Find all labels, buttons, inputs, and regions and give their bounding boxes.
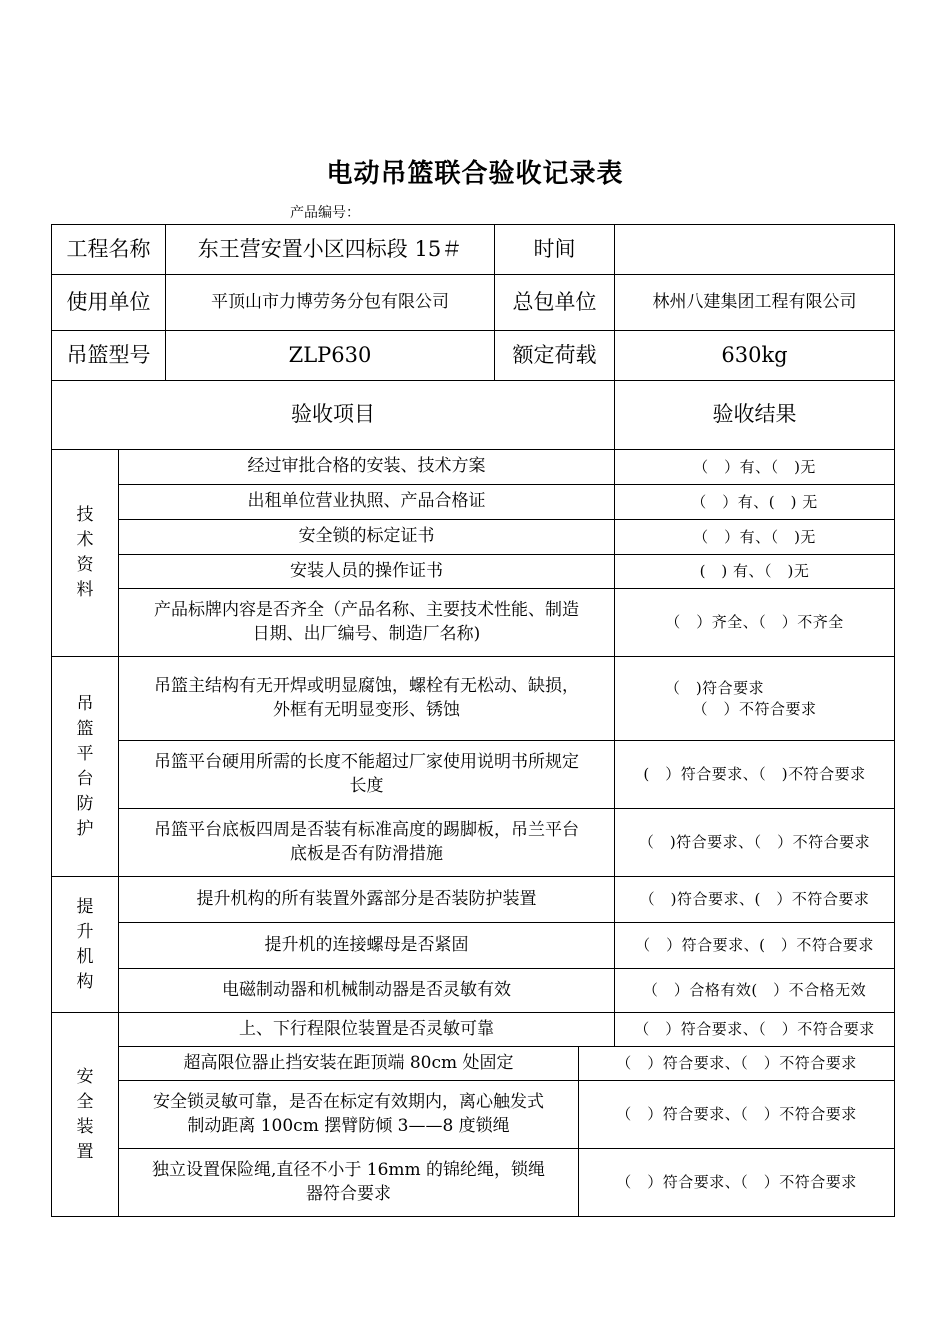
section-label-char: 平 [76, 743, 94, 764]
section-label-char: 全 [76, 1091, 94, 1112]
result-cell: （ ）有、（ )无 [614, 519, 895, 555]
item-cell: 上、下行程限位装置是否灵敏可靠 [118, 1012, 615, 1047]
load-value: 630kg [614, 330, 895, 381]
item-cell: 提升机的连接螺母是否紧固 [118, 922, 615, 969]
section-label-char: 护 [76, 818, 94, 839]
user-label: 使用单位 [51, 274, 166, 331]
project-label: 工程名称 [51, 224, 166, 275]
section-label-char: 升 [76, 921, 94, 942]
user-value: 平顶山市力博劳务分包有限公司 [165, 274, 495, 331]
item-cell: 安全锁的标定证书 [118, 519, 615, 555]
section-label-safety [51, 1012, 119, 1217]
item-cell: 出租单位营业执照、产品合格证 [118, 484, 615, 520]
item-cell [118, 808, 615, 877]
item-cell: 电磁制动器和机械制动器是否灵敏有效 [118, 968, 615, 1013]
contractor-value: 林州八建集团工程有限公司 [614, 274, 895, 331]
section-label-char: 防 [76, 793, 94, 814]
section-label-platform [51, 656, 119, 877]
item-line: 器符合要求 [306, 1183, 391, 1204]
result-cell: （ ）有、( ) 无 [614, 484, 895, 520]
item-line: 日期、出厂编号、制造厂名称) [252, 623, 481, 644]
time-label: 时间 [494, 224, 615, 275]
column-item-header: 验收项目 [51, 380, 615, 450]
item-cell [118, 656, 615, 741]
section-label-char: 篮 [76, 718, 94, 739]
item-line: 外框有无明显变形、锈蚀 [273, 699, 460, 720]
item-line: 吊篮平台硬用所需的长度不能超过厂家使用说明书所规定 [154, 751, 579, 772]
item-line: 独立设置保险绳,直径不小于 16mm 的锦纶绳，锁绳 [151, 1159, 546, 1180]
section-label-char: 术 [76, 530, 94, 550]
model-value: ZLP630 [165, 330, 495, 381]
section-label-char: 提 [76, 896, 94, 917]
result-cell: （ ）符合要求、（ ）不符合要求 [614, 1012, 895, 1047]
section-label-char: 技 [76, 505, 94, 525]
item-cell [118, 588, 615, 657]
section-label-char: 资 [76, 555, 94, 575]
item-cell [118, 740, 615, 809]
item-line: 制动距离 100cm 摆臂防倾 3——8 度锁绳 [187, 1115, 510, 1136]
item-cell: 提升机构的所有装置外露部分是否装防护装置 [118, 876, 615, 923]
item-line: 底板是否有防滑措施 [290, 843, 443, 864]
model-label: 吊篮型号 [51, 330, 166, 381]
section-label-char: 安 [76, 1066, 94, 1087]
item-line: 长度 [349, 775, 384, 796]
result-cell: ( ）符合要求、（ )不符合要求 [614, 740, 895, 809]
result-cell: （ ）符合要求、（ ）不符合要求 [578, 1080, 895, 1149]
item-cell: 安装人员的操作证书 [118, 554, 615, 589]
contractor-label: 总包单位 [494, 274, 615, 331]
result-cell: ( ) 有、（ )无 [614, 554, 895, 589]
result-cell: （ ）齐全、（ ）不齐全 [614, 588, 895, 657]
result-cell: （ ）符合要求、（ ）不符合要求 [578, 1046, 895, 1081]
result-cell: （ )符合要求、（ ）不符合要求 [614, 808, 895, 877]
serial-label: 产品编号： [290, 205, 360, 221]
page-title: 电动吊篮联合验收记录表 [326, 159, 624, 189]
section-label-char: 台 [76, 768, 94, 789]
result-cell: （ )符合要求、( ）不符合要求 [614, 876, 895, 923]
result-cell: （ ）合格有效( ）不合格无效 [614, 968, 895, 1013]
section-label-char: 构 [76, 971, 94, 992]
section-label-char: 吊 [76, 693, 94, 714]
project-value: 东王营安置小区四标段 15＃ [165, 224, 495, 275]
column-result-header: 验收结果 [614, 380, 895, 450]
section-label-char: 装 [76, 1116, 94, 1137]
item-line: 产品标牌内容是否齐全（产品名称、主要技术性能、制造 [154, 599, 579, 620]
result-cell [614, 656, 895, 741]
item-cell: 经过审批合格的安装、技术方案 [118, 449, 615, 485]
result-cell: （ ）符合要求、（ ）不符合要求 [578, 1148, 895, 1217]
load-label: 额定荷载 [494, 330, 615, 381]
section-label-char: 置 [76, 1141, 94, 1162]
result-cell: （ ）符合要求、( ）不符合要求 [614, 922, 895, 969]
section-label-char: 机 [76, 946, 94, 967]
time-value [614, 224, 895, 275]
result-line: （ ）不符合要求 [692, 699, 817, 718]
item-cell: 超高限位器止挡安装在距顶端 80cm 处固定 [118, 1046, 579, 1081]
result-cell: （ ）有、（ )无 [614, 449, 895, 485]
item-line: 吊篮平台底板四周是否装有标准高度的踢脚板，吊兰平台 [154, 819, 579, 840]
section-label-char: 料 [76, 580, 94, 600]
section-label-tech [51, 449, 119, 657]
item-line: 吊篮主结构有无开焊或明显腐蚀，螺栓有无松动、缺损， [154, 675, 579, 696]
section-label-lift [51, 876, 119, 1013]
result-line: （ )符合要求 [664, 678, 765, 697]
item-cell [118, 1080, 579, 1149]
item-cell [118, 1148, 579, 1217]
item-line: 安全锁灵敏可靠，是否在标定有效期内，离心触发式 [153, 1091, 544, 1112]
